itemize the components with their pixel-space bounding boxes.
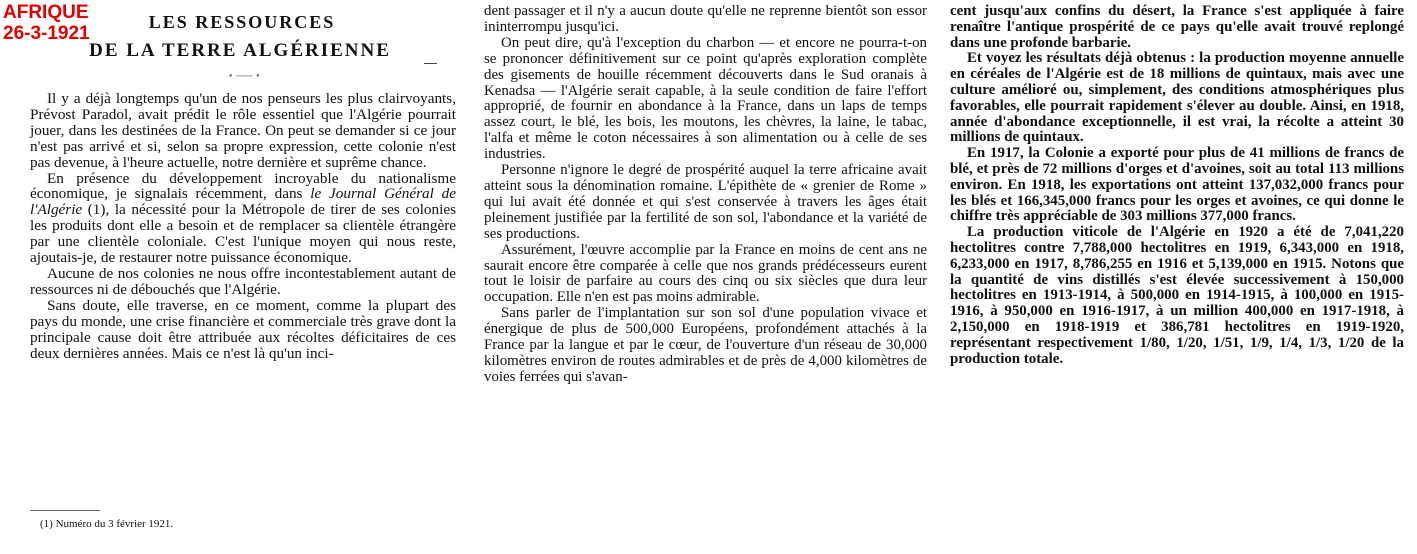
- paragraph: Assurément, l'œuvre accomplie par la France en moins de cent ans ne saurait encore être comparée à celle que nos grands prédécesseurs eurent tout le loisir de parfaire au cours des cinq ou six siècles que dura leur occupation. Elle n'en est pas moins admirable.: [484, 241, 927, 306]
- article-title-line-2: DE LA TERRE ALGÉRIENNE: [89, 40, 391, 61]
- column-2: [484, 4, 927, 386]
- paragraph: En 1917, la Colonie a exporté pour plus de 41 millions de francs de blé, et près de 72 millions d'orges et d'avoines, soit au total 113 millions environ. En 1918, les exportations ont atteint 137,032,000 francs pour les blés et 166,345,000 francs pour les orges et avoines, ce qui donne le chiffre très appréciable de 303 millions 377,000 francs.: [950, 145, 1404, 225]
- column-3: [950, 4, 1404, 367]
- paragraph: Aucune de nos colonies ne nous offre incontestablement autant de ressources ni de débouchés que l'Algérie.: [30, 264, 456, 298]
- paragraph: On peut dire, qu'à l'exception du charbon — et encore ne pourra-t-on se prononcer définitivement sur ce point qu'après exploration complète des gisements de houille récemment découverts dans le Sud oranais à Kenadsa — l'Algérie serait capable, à la seule condition de faire l'effort approprié, de fournir en abondance à la France, dans un laps de temps assez court, le blé, les bois, les moutons, les chèvres, la laine, le tabac, l'alfa et même le coton nécessaires à son alimentation ou à celle de ses industries.: [484, 34, 927, 163]
- footnote-rule: [30, 510, 100, 511]
- paragraph: Et voyez les résultats déjà obtenus : la production moyenne annuelle en céréales de l'Algérie est de 18 millions de quintaux, mais avec une culture amélioré ou, simplement, des conditions atmosphériques plus favorables, elle pourrait rapidement s'élever au double. Ainsi, en 1918, année d'abondance exceptionnelle, il est vrai, la récolte a atteint 30 millions de quintaux.: [950, 50, 1404, 146]
- paragraph: Sans doute, elle traverse, en ce moment, comme la plupart des pays du monde, une crise financière et commerciale très grave dont la principale cause doit être attribuée aux récoltes déficitaires de ces deux dernières années. Mais ce n'est là qu'un inci-: [30, 296, 456, 362]
- paragraph: cent jusqu'aux confins du désert, la France s'est appliquée à faire renaître l'antique prospérité de ce pays qu'elle avait trouvé replongé dans une profonde barbarie.: [950, 3, 1404, 51]
- stamp-source: AFRIQUE: [3, 2, 89, 23]
- stamp-date: 26-3-1921: [3, 23, 90, 44]
- paragraph: dent passager et il n'y a aucun doute qu'elle ne reprenne bientôt son essor ininterrompu jusqu'ici.: [484, 3, 927, 35]
- paragraph: La production viticole de l'Algérie en 1920 a été de 7,041,220 hectolitres contre 7,788,000 hectolitres en 1919, 6,343,000 en 1918, 6,233,000 en 1917, 8,786,255 en 1916 et 5,139,000 en 1915. Notons que la quantité de vins distillés s'est élevée successivement à 150,000 hectolitres en 1913-1914, à 500,000 en 1914-1915, à 100,000 en 1915-1916, à 950,000 en 1916-1917, à un million 400,000 en 1917-1918, à 2,150,000 en 1918-1919 et 386,781 hectolitres en 1919-1920, représentant respectivement 1/80, 1/20, 1/51, 1/9, 1/4, 1/3, 1/20 de la production totale.: [950, 224, 1404, 367]
- journal-title: le Journal Général de l'Algérie: [30, 185, 456, 219]
- title-ornament: • ─── •: [228, 72, 261, 82]
- divider: [424, 63, 437, 64]
- paragraph: Personne n'ignore le degré de prospérité auquel la terre africaine avait atteint sous la dénomination romaine. L'épithète de « grenier de Rome » qui lui avait été donnée et qui s'est conservée à travers les âges était pleinement justifiée par la fertilité de son sol, l'abondance et la variété de ses productions.: [484, 162, 927, 242]
- paragraph: En présence du développement incroyable du nationalisme économique, je signalais récemment, dans le Journal Général de l'Algérie (1), la nécessité pour la Métropole de tirer de ses colonies les produits dont elle a besoin et de remplacer sa clientèle étrangère par une clientèle coloniale. C'est l'unique moyen qui nous reste, ajoutais-je, de restaurer notre puissance économique.: [30, 169, 456, 267]
- footnote: (1) Numéro du 3 février 1921.: [40, 518, 174, 530]
- paragraph: Il y a déjà longtemps qu'un de nos penseurs les plus clairvoyants, Prévost Paradol, avait prédit le rôle essentiel que l'Algérie pourrait jouer, dans les destinées de la France. On peut se demander si ce jour n'est pas arrivé et si, selon sa propre expression, cette colonie n'est pas devenue, à l'heure actuelle, notre dernière et suprême chance.: [30, 90, 456, 171]
- article-title-line-1: LES RESSOURCES: [148, 12, 336, 32]
- source-date-stamp: [3, 2, 90, 44]
- column-1: [30, 91, 456, 361]
- paragraph: Sans parler de l'implantation sur son sol d'une population vivace et énergique de plus de 500,000 Européens, profondément attachés à la France par la langue et par le cœur, de l'ouverture d'un réseau de 30,000 kilomètres environ de routes admirables et de près de 4,000 kilomètres de voies ferrées qui s'avan-: [484, 305, 927, 385]
